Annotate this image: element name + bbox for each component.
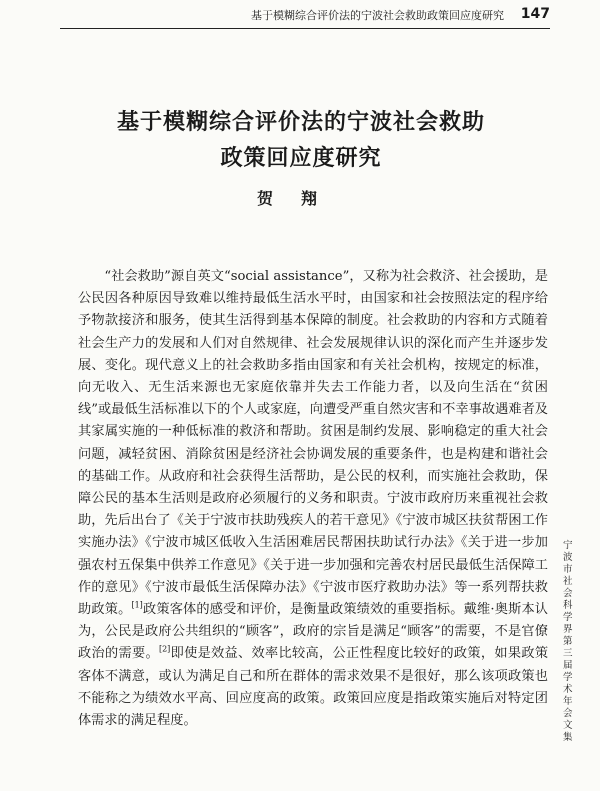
side-collection-label: 宁波市社会科学界第三届学术年会文集 <box>563 540 573 743</box>
running-header <box>60 6 550 29</box>
reference-2: [2] <box>158 645 171 655</box>
body-text-2: 政策客体的感受和评价，是衡量政策绩效的重要指标。戴维·奥斯本认为，公民是政府公共组织的“顾客”，政府的宗旨是满足“顾客”的需要，不是官僚政治的需要。 <box>78 602 548 662</box>
body-text-3: 即使是效益、效率比较高，公正性程度比较好的政策，如果政策客体不满意，或认为满足自己和所在群体的需求效果不是很好，那么该项政策也不能称之为绩效水平高、回应度高的政策。政策回应度是指政策实施后对特定团体需求的满足程度。 <box>78 646 549 729</box>
title-line-1: 基于模糊综合评价法的宁波社会救助 <box>116 109 485 135</box>
body-text-1: “社会救助”源自英文“social assistance”，又称为社会救济、社会援助，是公民因各种原因导致难以维持最低生活水平时，由国家和社会按照法定的程序给予物款接济和服务，使其生活得到基本保障的制度。社会救助的内容和方式随着社会生产力的发展和人们对自然规律、社会发展规律认识的深化而产生并逐步发展、变化。现代意义上的社会救助多指由国家和有关社会机构，按规定的标准，向无收入、无生活来源也无家庭依靠并失去工作能力者，以及向生活在“贫困线”或最低生活标准以下的个人或家庭，向遭受严重自然灾害和不幸事故遇难者及其家属实施的一种低标准的救济和帮助。贫困是制约发展、影响稳定的重大社会问题，减轻贫困、消除贫困是经济社会协调发展的重要条件，也是构建和谐社会的基础工作。从政府和社会获得生活帮助，是公民的权利，而实施社会救助，保障公民的基本生活则是政府必须履行的义务和职责。宁波市政府历来重视社会救助，先后出台了《关于宁波市扶助残疾人的若干意见》《宁波市城区扶贫帮困工作实施办法》《宁波市城区低收入生活困难居民帮困扶助试行办法》《关于进一步加强农村五保集中供养工作意见》《关于进一步加强和完善农村居民最低生活保障工作的意见》《宁波市最低生活保障办法》《宁波市医疗救助办法》等一系列帮扶救助政策。 <box>78 269 548 618</box>
article-title <box>60 104 542 176</box>
reference-1: [1] <box>131 600 143 610</box>
title-line-2: 政策回应度研究 <box>220 145 382 171</box>
body-paragraph <box>78 266 548 732</box>
running-title: 基于模糊综合评价法的宁波社会救助政策回应度研究 <box>251 9 504 22</box>
page-number: 147 <box>520 6 550 22</box>
author: 贺翔 <box>256 189 345 208</box>
